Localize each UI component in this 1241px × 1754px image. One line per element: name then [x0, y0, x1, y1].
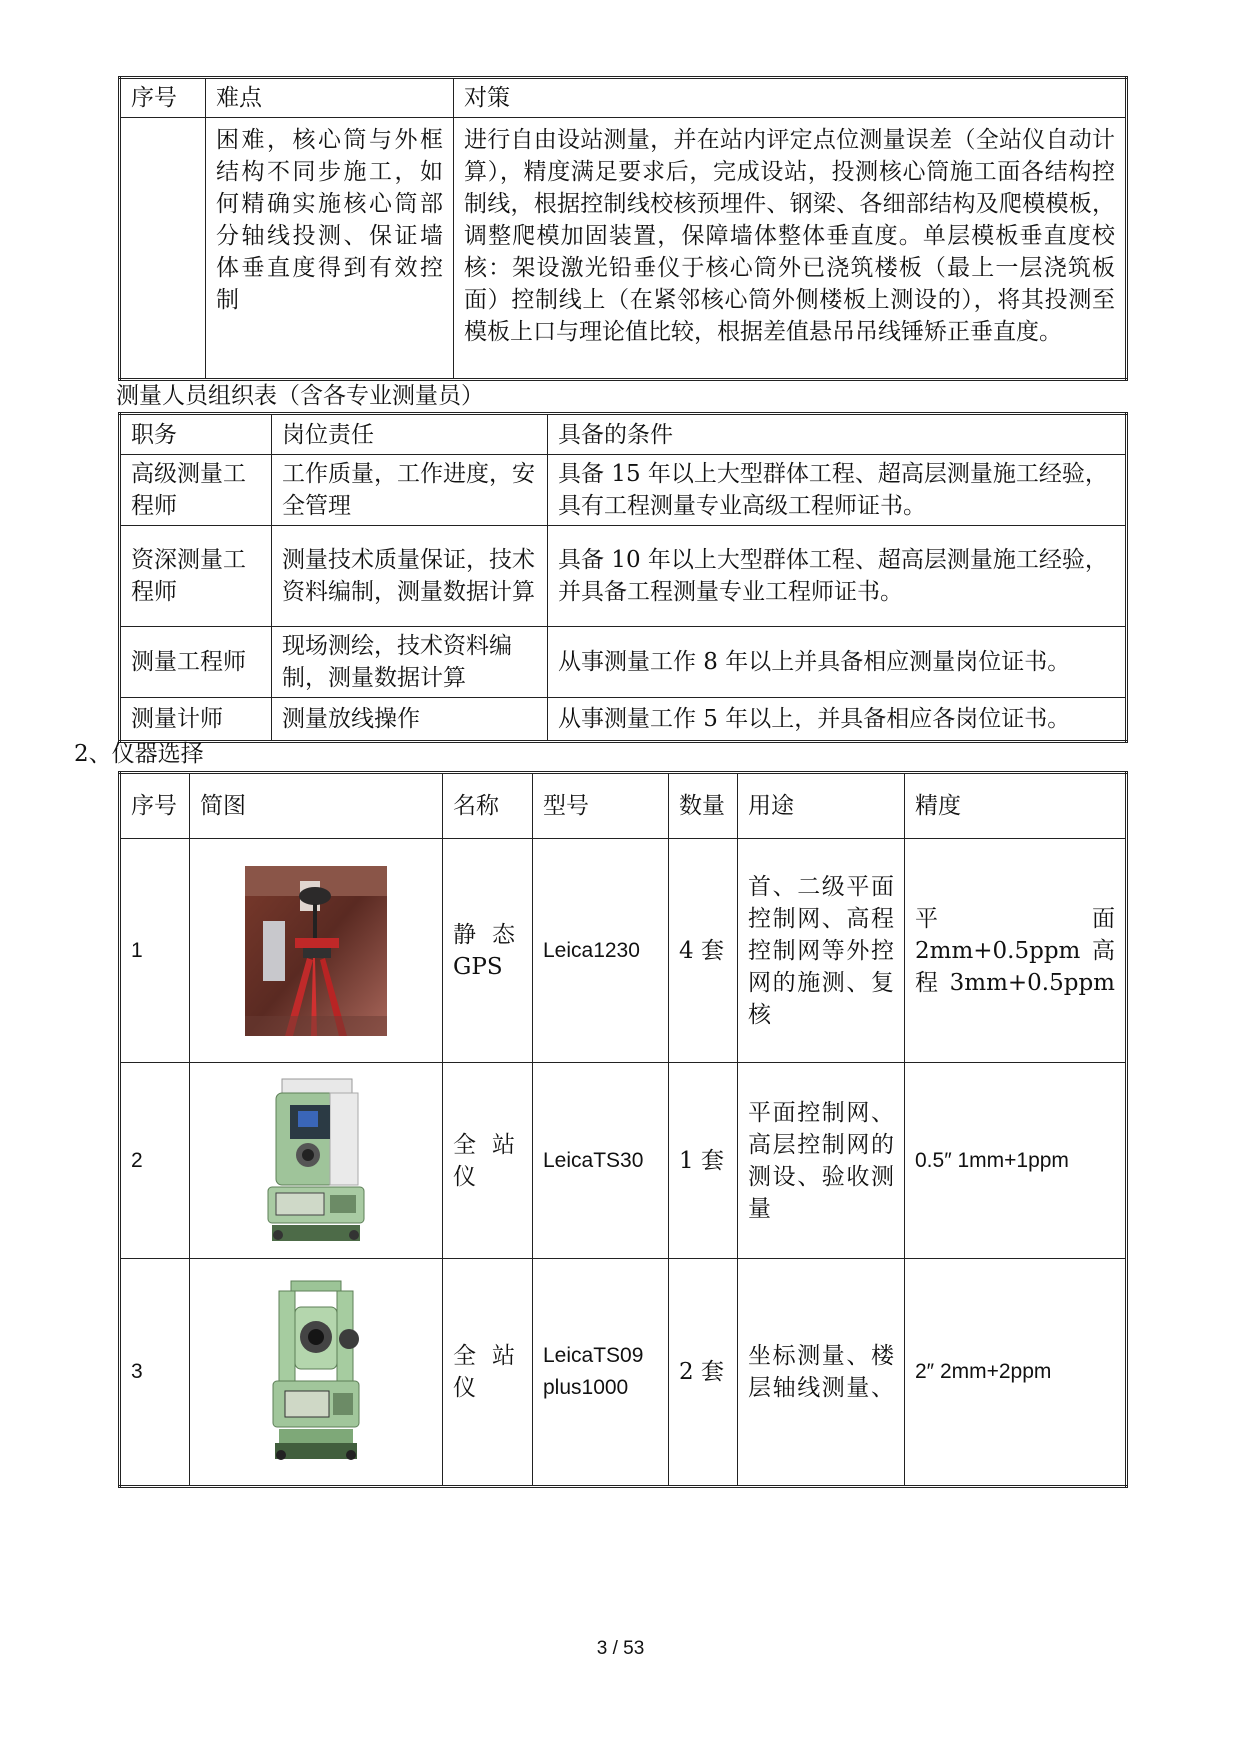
- header-requirement: 具备的条件: [548, 414, 1127, 455]
- page-number: 3 / 53: [596, 1638, 645, 1659]
- cell-requirement: 具备 10 年以上大型群体工程、超高层测量施工经验，并具备工程测量专业工程师证书。: [548, 526, 1127, 627]
- header-precision: 精度: [905, 773, 1127, 839]
- header-model: 型号: [533, 773, 669, 839]
- cell-index: [120, 118, 206, 380]
- cell-duty: 测量放线操作: [272, 698, 548, 742]
- instrument-section-heading: 2、仪器选择: [74, 741, 204, 767]
- instrument-name: 全站仪: [453, 1343, 515, 1401]
- table-row: [120, 839, 1127, 1063]
- cell-duty: 测量技术质量保证，技术资料编制，测量数据计算: [272, 526, 548, 627]
- cell-duty: 工作质量，工作进度，安全管理: [272, 455, 548, 526]
- cell-model: LeicaTS30: [533, 1063, 669, 1259]
- header-index: 序号: [120, 773, 190, 839]
- instrument-use: 首、二级平面控制网、高程控制网等外控网的施测、复核: [748, 873, 894, 1028]
- instrument-use: 坐标测量、楼层轴线测量、: [748, 1343, 894, 1401]
- cell-use: [738, 1063, 905, 1259]
- cell-requirement: 具备 15 年以上大型群体工程、超高层测量施工经验，具有工程测量专业高级工程师证书。: [548, 455, 1127, 526]
- cell-image: [190, 1259, 443, 1487]
- cell-qty: 2 套: [669, 1259, 738, 1487]
- cell-precision: 2″ 2mm+2ppm: [905, 1259, 1127, 1487]
- cell-name: [443, 839, 533, 1063]
- gps-receiver-on-tripod-image: [245, 866, 387, 1036]
- cell-index: 1: [120, 839, 190, 1063]
- cell-model: LeicaTS09 plus1000: [533, 1259, 669, 1487]
- cell-name: [443, 1063, 533, 1259]
- cell-index: 3: [120, 1259, 190, 1487]
- instrument-table: [118, 771, 1128, 1488]
- header-measure: 对策: [454, 78, 1127, 118]
- cell-index: 2: [120, 1063, 190, 1259]
- table-header-row: [120, 773, 1127, 839]
- table-header-row: [120, 414, 1127, 455]
- table-row: [120, 1259, 1127, 1487]
- instrument-precision: 平面2mm+0.5ppm 高程 3mm+0.5ppm: [915, 905, 1115, 996]
- cell-image: [190, 1063, 443, 1259]
- staff-table-caption: 测量人员组织表（含各专业测量员）: [116, 383, 484, 409]
- table-row: [120, 1063, 1127, 1259]
- total-station-ts09-image: [257, 1277, 375, 1467]
- cell-name: [443, 1259, 533, 1487]
- header-title: 职务: [120, 414, 272, 455]
- cell-title: 资深测量工程师: [120, 526, 272, 627]
- cell-precision: [905, 839, 1127, 1063]
- instrument-name: 全站仪: [453, 1131, 515, 1190]
- staff-table: [118, 412, 1128, 743]
- cell-qty: 4 套: [669, 839, 738, 1063]
- difficulty-table: [118, 76, 1128, 381]
- header-index: 序号: [120, 78, 206, 118]
- cell-model: Leica1230: [533, 839, 669, 1063]
- header-image: 简图: [190, 773, 443, 839]
- header-duty: 岗位责任: [272, 414, 548, 455]
- cell-image: [190, 839, 443, 1063]
- cell-requirement: 从事测量工作 5 年以上，并具备相应各岗位证书。: [548, 698, 1127, 742]
- table-row: [120, 526, 1127, 627]
- table-row: [120, 627, 1127, 698]
- header-difficulty: 难点: [206, 78, 454, 118]
- cell-title: 高级测量工程师: [120, 455, 272, 526]
- cell-difficulty: 困难，核心筒与外框结构不同步施工，如何精确实施核心筒部分轴线投测、保证墙体垂直度得到有效控制: [206, 118, 454, 380]
- total-station-ts30-image: [252, 1075, 380, 1247]
- table-row: [120, 118, 1127, 380]
- header-name: 名称: [443, 773, 533, 839]
- cell-use: [738, 839, 905, 1063]
- cell-duty: 现场测绘，技术资料编制，测量数据计算: [272, 627, 548, 698]
- table-header-row: [120, 78, 1127, 118]
- instrument-use: 平面控制网、高层控制网的测设、验收测量: [748, 1099, 894, 1222]
- cell-title: 测量工程师: [120, 627, 272, 698]
- cell-use: [738, 1259, 905, 1487]
- instrument-name: 静态GPS: [453, 921, 515, 980]
- header-use: 用途: [738, 773, 905, 839]
- cell-measure: 进行自由设站测量，并在站内评定点位测量误差（全站仪自动计算），精度满足要求后，完成设站，投测核心筒施工面各结构控制线，根据控制线校核预埋件、钢梁、各细部结构及爬模模板，调整爬模加固装置，保障墙体整体垂直度。单层模板垂直度校核：架设激光铅垂仪于核心筒外已浇筑楼板（最上一层浇筑板面）控制线上（在紧邻核心筒外侧楼板上测设的），将其投测至模板上口与理论值比较，根据差值悬吊吊线锤矫正垂直度。: [454, 118, 1127, 380]
- cell-requirement: 从事测量工作 8 年以上并具备相应测量岗位证书。: [548, 627, 1127, 698]
- header-qty: 数量: [669, 773, 738, 839]
- table-row: [120, 455, 1127, 526]
- table-row: [120, 698, 1127, 742]
- cell-qty: 1 套: [669, 1063, 738, 1259]
- cell-precision: 0.5″ 1mm+1ppm: [905, 1063, 1127, 1259]
- cell-title: 测量计师: [120, 698, 272, 742]
